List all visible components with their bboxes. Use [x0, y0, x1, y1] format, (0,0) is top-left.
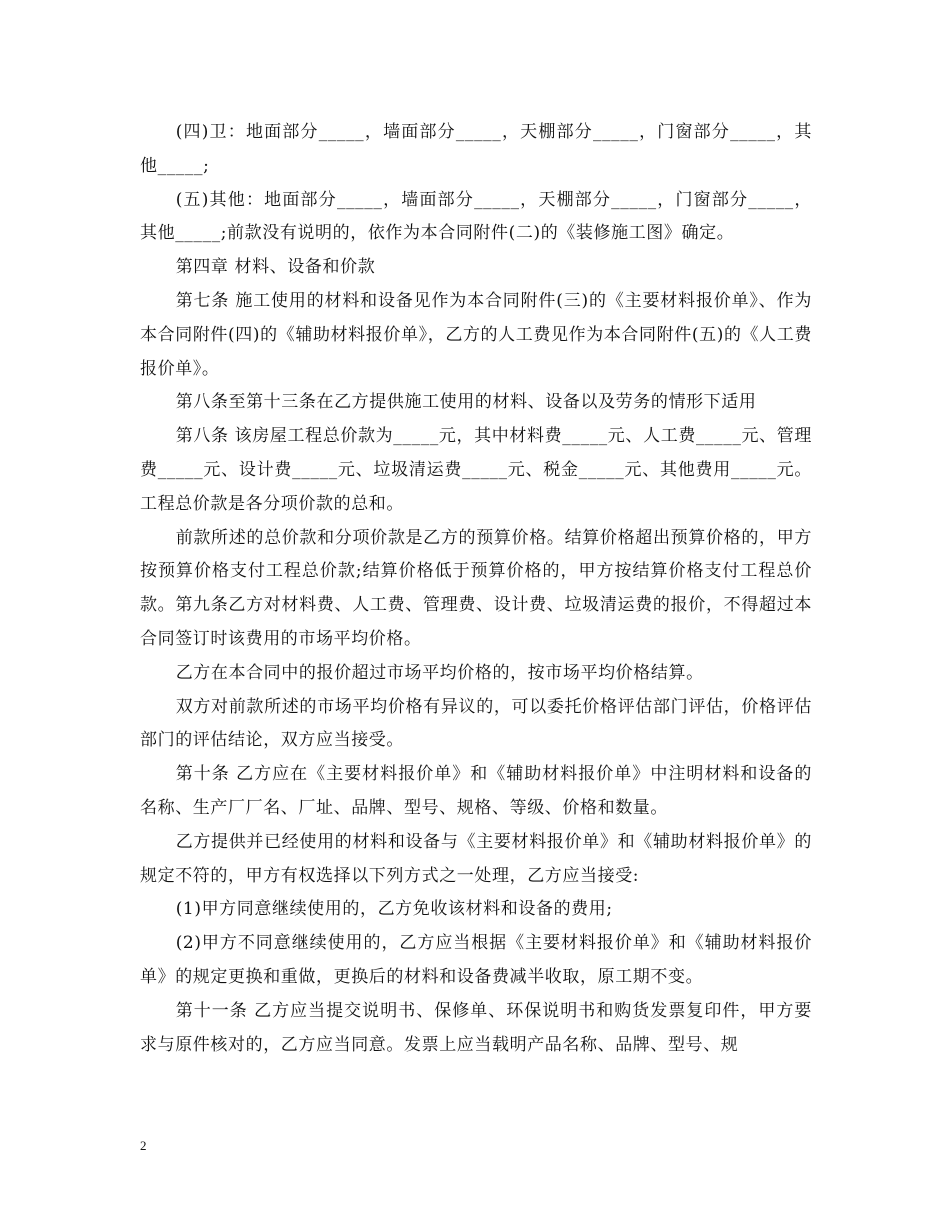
paragraph-bathroom: (四)卫：地面部分_____，墙面部分_____，天棚部分_____，门窗部分_____，其他_____;: [140, 122, 812, 176]
document-body: [140, 116, 812, 1062]
page-number: 2: [140, 1138, 147, 1153]
paragraph-article-7: 第七条 施工使用的材料和设备见作为本合同附件(三)的《主要材料报价单》、作为本合同附件(四)的《辅助材料报价单》，乙方的人工费见作为本合同附件(五)的《人工费报价单》。: [140, 290, 812, 379]
paragraph-article-11: 第十一条 乙方应当提交说明书、保修单、环保说明书和购货发票复印件，甲方要求与原件核对的，乙方应当同意。发票上应当载明产品名称、品牌、型号、规: [140, 1000, 812, 1055]
paragraph-other-areas: (五)其他：地面部分_____，墙面部分_____，天棚部分_____，门窗部分_____，其他_____;前款没有说明的，依作为本合同附件(二)的《装修施工图》确定。: [140, 189, 812, 244]
paragraph-price-dispute: 双方对前款所述的市场平均价格有异议的，可以委托价格评估部门评估，价格评估部门的评估结论，双方应当接受。: [140, 696, 812, 751]
paragraph-option-2: (2)甲方不同意继续使用的，乙方应当根据《主要材料报价单》和《辅助材料报价单》的规定更换和重做，更换后的材料和设备费减半收取，原工期不变。: [140, 933, 812, 987]
paragraph-budget-price: 前款所述的总价款和分项价款是乙方的预算价格。结算价格超出预算价格的，甲方按预算价格支付工程总价款;结算价格低于预算价格的，甲方按结算价格支付工程总价款。第九条乙方对材料费、人工费、管理费、设计费、垃圾清运费的报价，不得超过本合同签订时该费用的市场平均价格。: [140, 527, 812, 649]
paragraph-option-1: (1)甲方同意继续使用的，乙方免收该材料和设备的费用;: [175, 899, 613, 920]
paragraph-nonconforming-materials: 乙方提供并已经使用的材料和设备与《主要材料报价单》和《辅助材料报价单》的规定不符的，甲方有权选择以下列方式之一处理，乙方应当接受:: [140, 831, 812, 886]
paragraph-article-8: 第八条 该房屋工程总价款为_____元，其中材料费_____元、人工费_____元、管理费_____元、设计费_____元、垃圾清运费_____元、税金_____元、其他费用_____元。工程总价款是各分项价款的总和。: [140, 426, 812, 514]
paragraph-applicability: 第八条至第十三条在乙方提供施工使用的材料、设备以及劳务的情形下适用: [175, 392, 757, 413]
paragraph-article-10: 第十条 乙方应在《主要材料报价单》和《辅助材料报价单》中注明材料和设备的名称、生产厂厂名、厂址、品牌、型号、规格、等级、价格和数量。: [140, 764, 812, 818]
chapter-heading: 第四章 材料、设备和价款: [175, 257, 376, 278]
paragraph-market-price: 乙方在本合同中的报价超过市场平均价格的，按市场平均价格结算。: [175, 662, 704, 683]
